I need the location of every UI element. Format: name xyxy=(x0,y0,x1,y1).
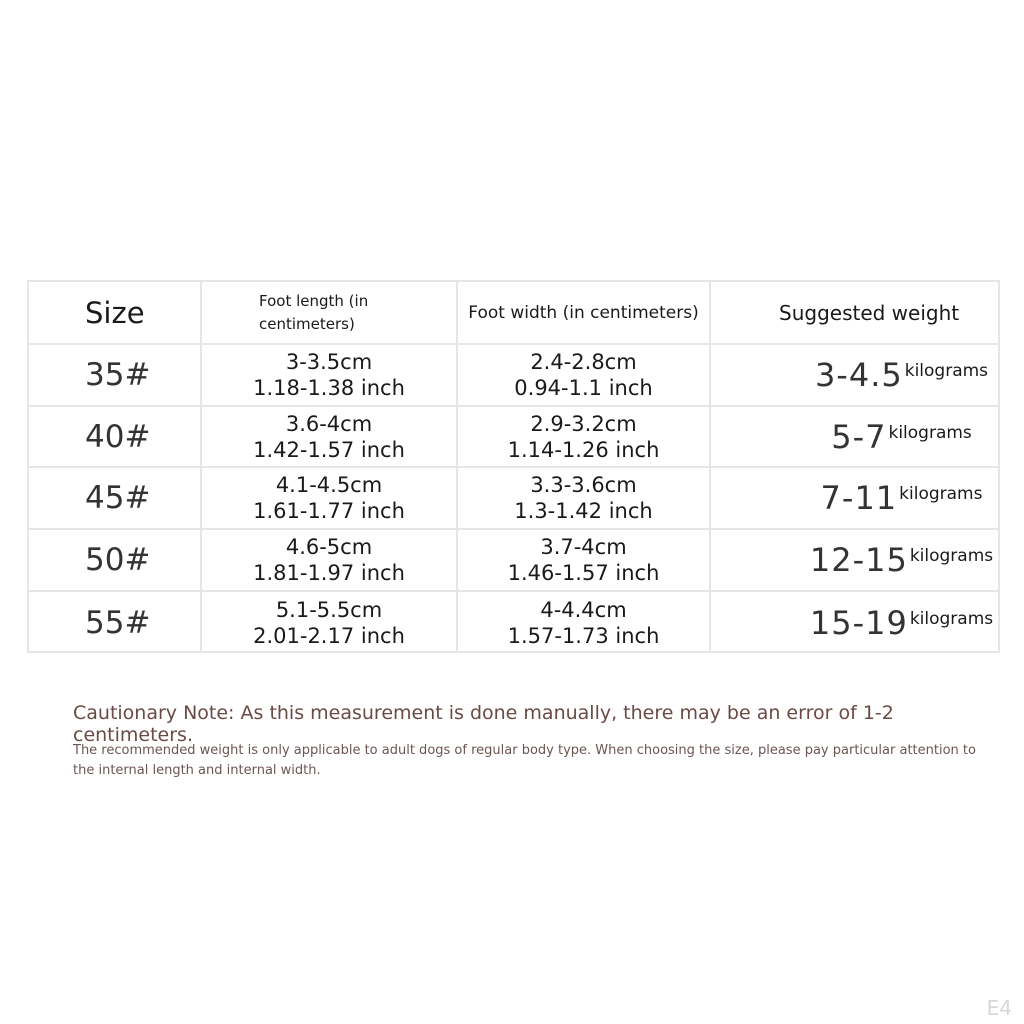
size-chart-table xyxy=(27,280,1000,653)
length-cm: 4.1-4.5cm xyxy=(275,473,383,497)
table-header-row xyxy=(29,282,998,345)
size-cell: 40# xyxy=(85,418,151,455)
weight-range: 12-15 xyxy=(809,541,908,579)
table-row xyxy=(29,468,998,530)
cautionary-note: Cautionary Note: As this measurement is done manually, there may be an error of 1-2 centimeters. xyxy=(73,702,894,746)
length-cm: 3-3.5cm xyxy=(285,350,373,374)
length-inch: 1.18-1.38 inch xyxy=(253,376,405,400)
foot-width-cell xyxy=(456,345,709,405)
header-foot-length-line2: centimeters) xyxy=(259,314,355,333)
foot-length-cell xyxy=(200,592,456,653)
weight-unit: kilograms xyxy=(904,361,989,381)
weight-cell xyxy=(709,407,998,466)
header-foot-length xyxy=(200,282,456,343)
header-foot-length-line1: Foot length (in xyxy=(259,291,369,310)
weight-cell xyxy=(709,592,998,653)
watermark: E4 xyxy=(986,996,1012,1020)
weight-cell xyxy=(709,345,998,405)
width-cm: 2.9-3.2cm xyxy=(530,411,637,436)
header-foot-width: Foot width (in centimeters) xyxy=(456,282,709,343)
weight-range: 15-19 xyxy=(809,603,908,642)
header-suggested-weight: Suggested weight xyxy=(709,282,998,343)
foot-width-cell xyxy=(456,407,709,466)
weight-unit: kilograms xyxy=(899,484,983,504)
weight-unit: kilograms xyxy=(909,608,994,629)
width-inch: 1.14-1.26 inch xyxy=(507,437,660,462)
width-inch: 0.94-1.1 inch xyxy=(514,376,653,400)
foot-width-cell xyxy=(456,592,709,653)
weight-range: 7-11 xyxy=(820,479,898,517)
size-cell: 55# xyxy=(85,604,151,641)
length-inch: 2.01-2.17 inch xyxy=(253,623,405,648)
foot-length-cell xyxy=(200,468,456,528)
width-cm: 4-4.4cm xyxy=(540,597,627,622)
weight-unit: kilograms xyxy=(909,546,994,566)
length-inch: 1.42-1.57 inch xyxy=(253,437,405,462)
width-inch: 1.3-1.42 inch xyxy=(514,499,653,523)
foot-length-cell xyxy=(200,345,456,405)
foot-width-cell xyxy=(456,468,709,528)
size-cell: 45# xyxy=(85,480,151,516)
length-inch: 1.81-1.97 inch xyxy=(253,561,405,585)
table-row xyxy=(29,345,998,407)
length-cm: 5.1-5.5cm xyxy=(275,597,383,622)
width-cm: 3.7-4cm xyxy=(540,535,627,559)
width-inch: 1.57-1.73 inch xyxy=(507,623,660,648)
length-inch: 1.61-1.77 inch xyxy=(253,499,405,523)
weight-cell xyxy=(709,468,998,528)
foot-length-cell xyxy=(200,407,456,466)
header-size: Size xyxy=(85,295,145,330)
width-cm: 3.3-3.6cm xyxy=(530,473,637,497)
table-row xyxy=(29,530,998,592)
length-cm: 4.6-5cm xyxy=(285,535,373,559)
table-row xyxy=(29,592,998,653)
table-row xyxy=(29,407,998,468)
foot-width-cell xyxy=(456,530,709,590)
length-cm: 3.6-4cm xyxy=(285,411,373,436)
weight-range: 3-4.5 xyxy=(814,356,903,394)
weight-range: 5-7 xyxy=(831,417,887,456)
weight-unit: kilograms xyxy=(888,422,972,443)
weight-cell xyxy=(709,530,998,590)
recommendation-note: The recommended weight is only applicable to adult dogs of regular body type. When choosing the size, please pay particular attention to the internal length and internal width. xyxy=(73,743,976,778)
foot-length-cell xyxy=(200,530,456,590)
width-cm: 2.4-2.8cm xyxy=(530,350,637,374)
width-inch: 1.46-1.57 inch xyxy=(507,561,660,585)
size-cell: 50# xyxy=(85,542,151,578)
size-cell: 35# xyxy=(85,357,151,393)
